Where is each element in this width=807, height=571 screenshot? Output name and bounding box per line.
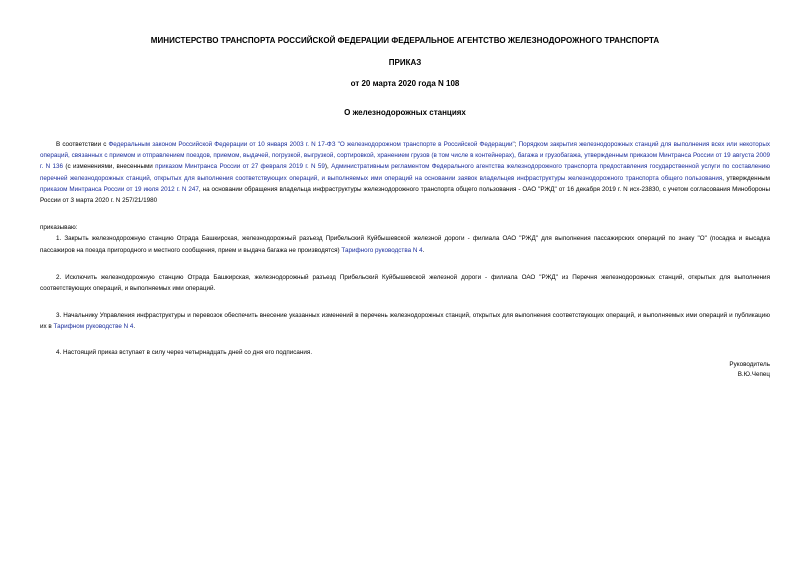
tariff-guide-link[interactable]: Тарифного руководства N 4 <box>341 246 423 254</box>
federal-law-link[interactable]: Федеральным законом Российской Федерации от 10 января 2003 г. N 17-ФЗ "О железнодорожном транспорте в Российской Федерации" <box>108 141 515 148</box>
admin-regulation-link[interactable]: Административным регламентом Федерального агентства железнодорожного транспорта предоставления государственной услуги по составлению перечней железнодорожных станций, открытых для выполнения соответствующих операций, и выполняемых ими операций на основании заявок владельцев инфраструктуры железнодорожного транспорта общего пользования <box>40 163 770 182</box>
closure-procedure-link[interactable]: Порядком закрытия железнодорожных станций для выполнения всех или некоторых операций, связанных с приемом и отправлением поездов, приемом, выдачей, погрузкой, выгрузкой, сортировкой, хранением грузов (в том числе в контейнерах), багажа и грузобагажа, утвержденным приказом Минтранса России от 19 августа 2009 г. N 136 <box>40 141 770 171</box>
item-3-paragraph <box>40 310 770 332</box>
document-date-number: от 20 марта 2020 года N 108 <box>350 79 460 88</box>
preamble-text: (с изменениями, внесенными <box>63 163 156 171</box>
preamble-text: , на основании обращения владельца инфраструктуры железнодорожного транспорта общего пользования - ОАО "РЖД" от 16 декабря 2019 г. N исх-23830, с учетом согласования Минобороны России от 3 марта 2020 г. N 257/21/1980 <box>40 185 771 205</box>
item-2-paragraph: 2. Исключить железнодорожную станцию Отрада Башкирская, железнодорожный разъезд Прибельский Куйбышевской железной дороги - филиала ОАО "РЖД" из Перечня железнодорожных станций, открытых для выполнения соответствующих операций, и выполняемых ими операций. <box>40 273 770 293</box>
order-59-link[interactable]: приказом Минтранса России от 27 февраля 2019 г. N 59 <box>155 163 325 171</box>
item-3-text: 3. Начальнику Управления инфраструктуры и перевозок обеспечить внесение указанных изменений в перечень железнодорожных станций, открытых для выполнения соответствующих операций, и выполняемых ими операций и публикацию их в <box>40 312 770 331</box>
document-subject: О железнодорожных станциях <box>344 108 466 117</box>
item-4-paragraph: 4. Настоящий приказ вступает в силу через четырнадцать дней со дня его подписания. <box>56 348 313 356</box>
order-247-link[interactable]: приказом Минтранса России от 19 июля 2012 г. N 247 <box>40 185 199 193</box>
preamble-text: ; <box>514 141 519 148</box>
signatory-name: В.Ю.Чепец <box>737 371 770 378</box>
tariff-guide-link[interactable]: Тарифном руководстве N 4 <box>53 323 134 331</box>
preamble-text: В соответствии с <box>56 141 109 148</box>
preamble-text: ), <box>324 163 332 171</box>
item-1-text: 1. Закрыть железнодорожную станцию Отрада Башкирская, железнодорожный разъезд Прибельский Куйбышевской железной дороги - филиала ОАО "РЖД" для выполнения пассажирских операций по знаку "О" (посадка и высадка пассажиров на поезда пригородного и местного сообщения, прием и выдача багажа не производятся) <box>40 235 770 254</box>
order-word: приказываю: <box>40 224 78 232</box>
signature-block <box>729 360 770 380</box>
item-1-end: . <box>422 246 425 254</box>
item-3-end: . <box>133 323 136 331</box>
item-1-paragraph <box>40 233 770 255</box>
preamble-paragraph <box>40 139 770 206</box>
ministry-heading: МИНИСТЕРСТВО ТРАНСПОРТА РОССИЙСКОЙ ФЕДЕРАЦИИ ФЕДЕРАЛЬНОЕ АГЕНТСТВО ЖЕЛЕЗНОДОРОЖНОГО ТРАНСПОРТА <box>150 36 660 45</box>
preamble-text: , утвержденным <box>722 174 770 182</box>
signatory-title: Руководитель <box>729 361 770 368</box>
document-type-heading: ПРИКАЗ <box>388 58 422 67</box>
document-body <box>40 139 770 358</box>
